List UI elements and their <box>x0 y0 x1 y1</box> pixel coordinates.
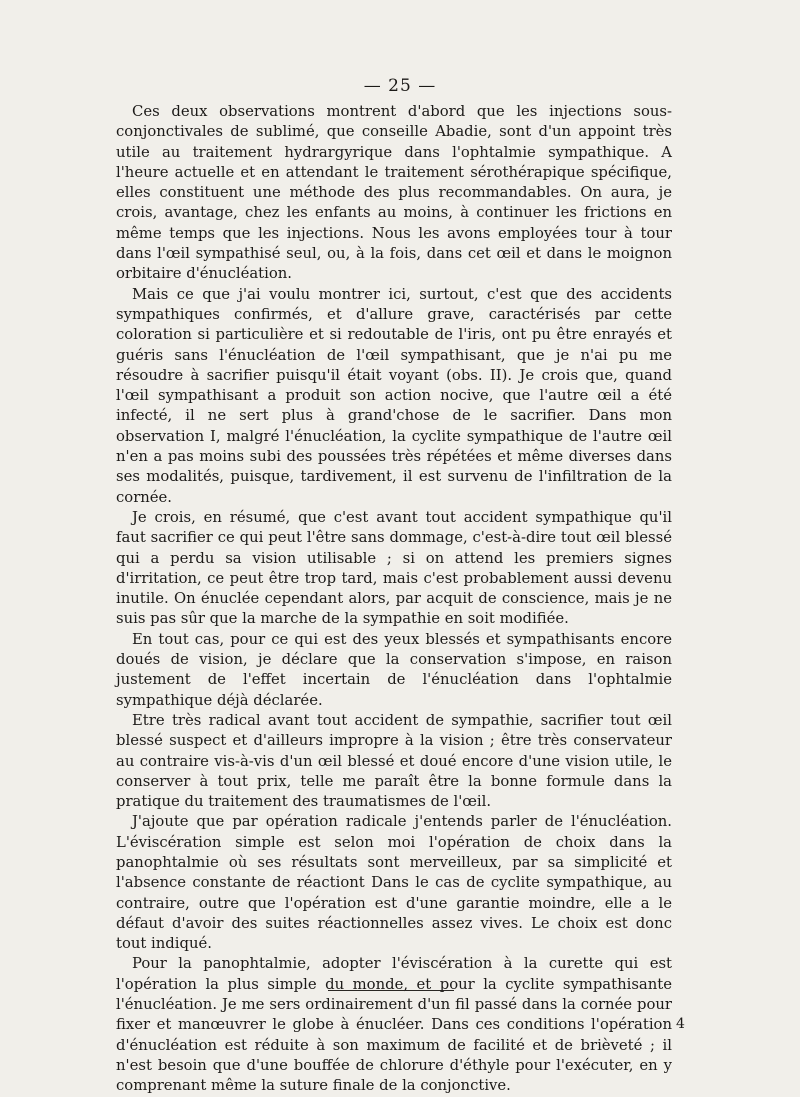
paragraph-2: Mais ce que j'ai voulu montrer ici, surtout, c'est que des accidents sympathiques confirmés, et d'allure grave, caractérisés par cette coloration si particulière et si redoutable de l'iris, ont pu être enrayés et guéris sans l'énucléation de l'œil sympathisant, que je n'ai pu me résoudre à sacrifier puisqu'il était voyant (obs. II). Je crois que, quand l'œil sympathisant a produit son action nocive, que l'autre œil a été infecté, il ne sert plus à grand'chose de le sacrifier. Dans mon observation I, malgré l'énucléation, la cyclite sympathique de l'autre œil n'en a pas moins subi des poussées très répétées et même diverses dans ses modalités, puisque, tardivement, il est survenu de l'infiltration de la cornée. <box>116 285 672 506</box>
paragraph-4: En tout cas, pour ce qui est des yeux blessés et sympathisants encore doués de vision, je déclare que la conservation s'impose, en raison justement de l'effet incertain de l'énucléation dans l'ophtalmie sympathique déjà déclarée. <box>116 630 672 709</box>
paragraph-6: J'ajoute que par opération radicale j'entends parler de l'énucléation. L'éviscération simple est selon moi l'opération de choix dans la panophtalmie où ses résultats sont merveilleux, par sa simplicité et l'absence constante de réactiont Dans le cas de cyclite sympathique, au contraire, outre que l'opération est d'une garantie moindre, elle a le défaut d'avoir des suites réactionnelles assez vives. Le choix est donc tout indiqué. <box>116 813 672 953</box>
body-text <box>116 102 672 1097</box>
paragraph-5: Etre très radical avant tout accident de sympathie, sacrifier tout œil blessé suspect et d'ailleurs impropre à la vision ; être très conservateur au contraire vis-à-vis d'un œil blessé et doué encore d'une vision utile, le conserver à tout prix, telle me paraît être la bonne formule dans la pratique du traitement des traumatismes de l'œil. <box>116 711 672 811</box>
paragraph-3: Je crois, en résumé, que c'est avant tout accident sympathique qu'il faut sacrifier ce qui peut l'être sans dommage, c'est-à-dire tout œil blessé qui a perdu sa vision utilisable ; si on attend les premiers signes d'irritation, ce peut être trop tard, mais c'est probablement aussi devenu inutile. On énuclée cependant alors, par acquit de conscience, mais je ne suis pas sûr que la marche de la sympathie en soit modifiée. <box>116 508 672 628</box>
signature-mark: 4 <box>676 1016 685 1032</box>
closing-rule <box>328 990 454 991</box>
page-number: — 25 — <box>363 76 437 96</box>
paragraph-1: Ces deux observations montrent d'abord que les injections sous-conjonctivales de sublimé, que conseille Abadie, sont d'un appoint très utile au traitement hydrargyrique dans l'ophtalmie sympathique. A l'heure actuelle et en attendant le traitement sérothérapique spécifique, elles constituent une méthode des plus recommandables. On aura, je crois, avantage, chez les enfants au moins, à continuer les frictions en même temps que les injections. Nous les avons employées tour à tour dans l'œil sympathisé seul, ou, à la fois, dans cet œil et dans le moignon orbitaire d'énucléation. <box>116 103 672 283</box>
paragraph-7: Pour la panophtalmie, adopter l'éviscération à la curette qui est l'opération la plus simple du monde, et pour la cyclite sympathisante l'énucléation. Je me sers ordinairement d'un fil passé dans la cornée pour fixer et manœuvrer le globe à énucléer. Dans ces conditions l'opération d'énucléation est réduite à son maximum de facilité et de brièveté ; il n'est besoin que d'une bouffée de chlorure d'éthyle pour l'exécuter, en y comprenant même la suture finale de la conjonctive. <box>116 955 672 1095</box>
